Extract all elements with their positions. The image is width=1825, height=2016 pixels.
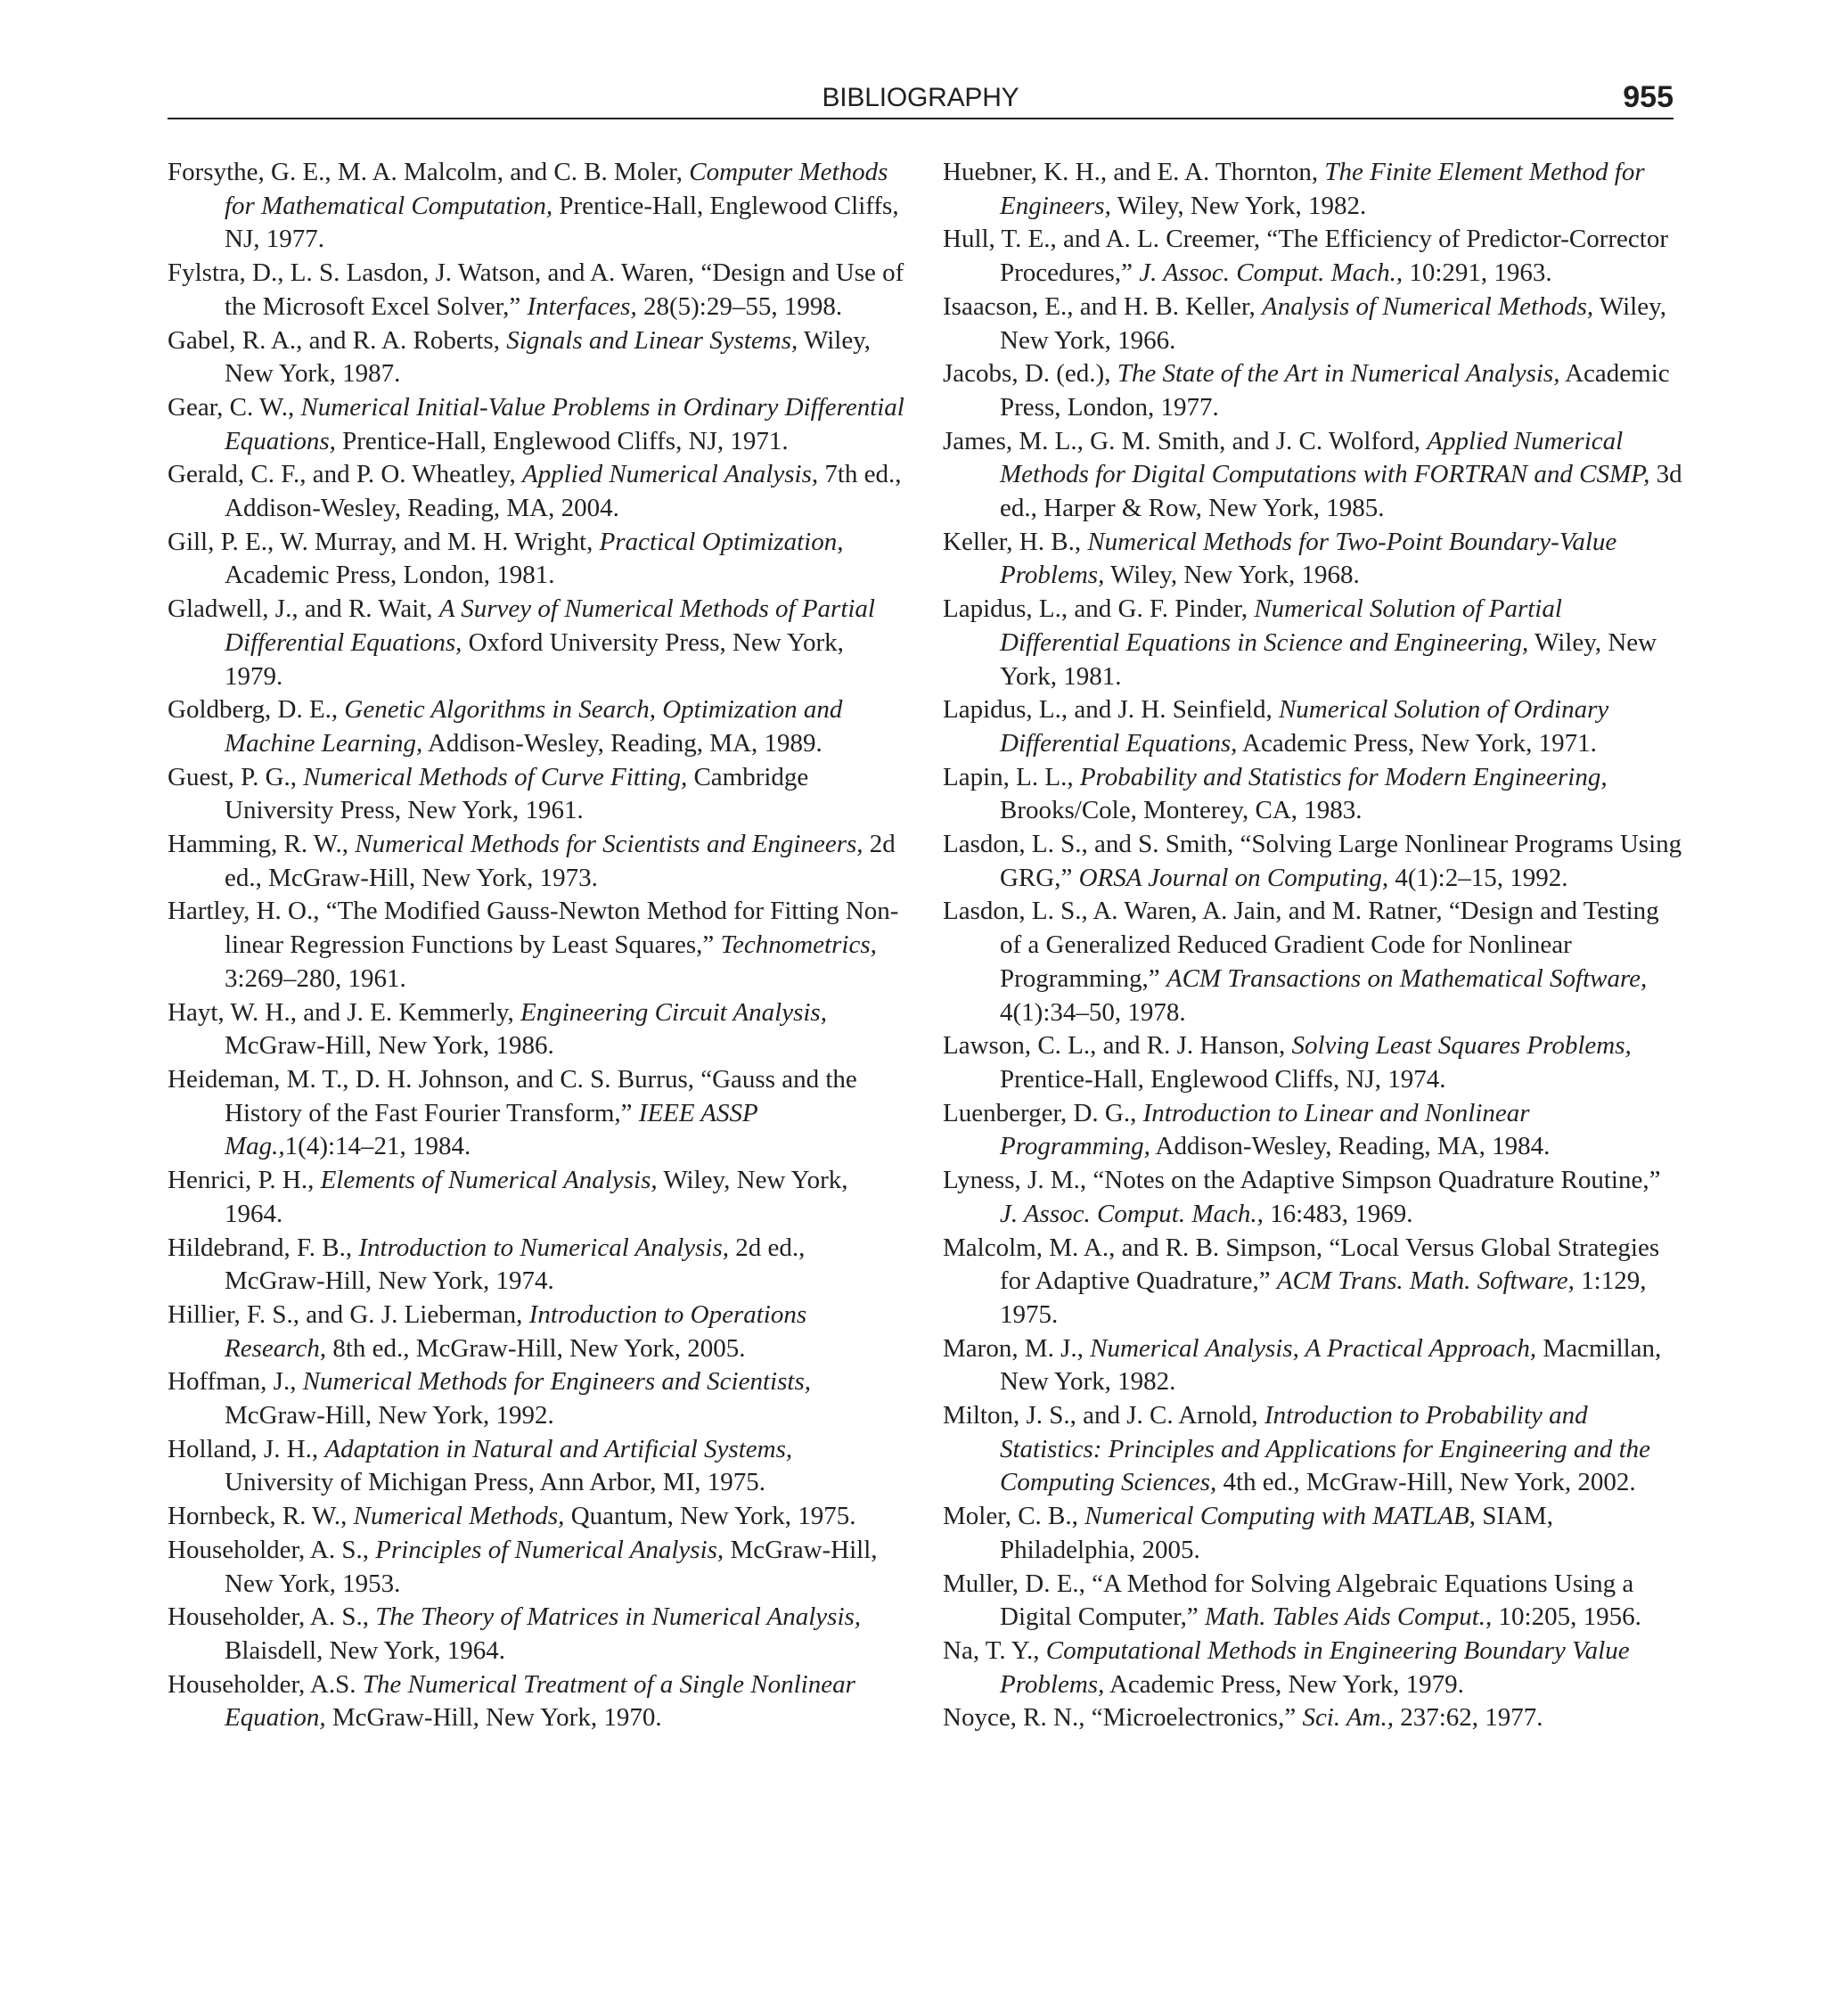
entry-publication: , 8th ed., McGraw-Hill, New York, 2005. bbox=[319, 1333, 746, 1363]
entry-authors: Gerald, C. F., and P. O. Wheatley, bbox=[168, 460, 522, 489]
entry-authors: Jacobs, D. (ed.), bbox=[943, 359, 1117, 389]
bibliography-entry bbox=[168, 1534, 907, 1601]
entry-publication: Cambridge University Press, New York, 1961. bbox=[225, 762, 809, 825]
bibliography-entry bbox=[943, 1701, 1682, 1735]
page-number: 955 bbox=[1623, 80, 1674, 114]
entry-title: Numerical Solution of Ordinary Differential Equations, bbox=[1000, 695, 1609, 758]
entry-title: Engineering Circuit Analysis, bbox=[520, 997, 827, 1027]
entry-authors: Malcolm, M. A., and R. B. Simpson, “Local Versus Global Strategies for Adaptive Quadrature,” bbox=[943, 1233, 1660, 1296]
entry-title: ACM Transactions on Mathematical Software, bbox=[1166, 963, 1648, 993]
entry-title: The Theory of Matrices in Numerical Analysis, bbox=[375, 1602, 862, 1632]
entry-authors: Gladwell, J., and R. Wait, bbox=[168, 594, 439, 624]
entry-publication: Academic Press, London, 1977. bbox=[1000, 359, 1670, 422]
entry-title: Applied Numerical Methods for Digital Computations with FORTRAN and CSMP, bbox=[1000, 426, 1650, 489]
entry-publication: Quantum, New York, 1975. bbox=[564, 1502, 856, 1531]
entry-title: Computational Methods in Engineering Boundary Value Problems, bbox=[1000, 1635, 1630, 1699]
entry-publication: Academic Press, New York, 1971. bbox=[1237, 728, 1597, 758]
bibliography-entry bbox=[168, 1164, 907, 1231]
bibliography-entry bbox=[943, 1164, 1682, 1231]
entry-publication: McGraw-Hill, New York, 1992. bbox=[225, 1401, 554, 1430]
entry-authors: Milton, J. S., and J. C. Arnold, bbox=[943, 1401, 1264, 1430]
entry-title: The State of the Art in Numerical Analysis, bbox=[1117, 359, 1560, 389]
entry-publication: 2d ed., McGraw-Hill, New York, 1973. bbox=[225, 830, 896, 892]
entry-authors: Luenberger, D. G., bbox=[943, 1098, 1143, 1127]
entry-title: Numerical Computing with MATLAB, bbox=[1084, 1502, 1476, 1531]
entry-authors: Gabel, R. A., and R. A. Roberts, bbox=[168, 325, 507, 355]
entry-title: Introduction to Numerical Analysis, bbox=[358, 1233, 730, 1262]
entry-authors: Householder, A. S., bbox=[168, 1602, 376, 1632]
entry-authors: Gear, C. W., bbox=[168, 392, 301, 422]
entry-authors: Householder, A. S., bbox=[168, 1535, 376, 1564]
bibliography-entry bbox=[943, 1568, 1682, 1635]
bibliography-entry bbox=[168, 996, 907, 1063]
bibliography-entry bbox=[943, 425, 1682, 526]
bibliography-entry bbox=[168, 324, 907, 391]
entry-title: J. Assoc. Comput. Mach., bbox=[1000, 1199, 1264, 1228]
bibliography-entry bbox=[943, 1500, 1682, 1567]
entry-authors: Householder, A.S. bbox=[168, 1669, 363, 1699]
bibliography-entry bbox=[943, 526, 1682, 593]
entry-title: ORSA Journal on Computing, bbox=[1078, 863, 1389, 892]
entry-authors: Hildebrand, F. B., bbox=[168, 1233, 359, 1262]
entry-title: Introduction to Probability and Statistics: Principles and Applications for Engineering and the Computing Sciences, bbox=[1000, 1401, 1651, 1497]
bibliography-entry bbox=[168, 156, 907, 257]
entry-title: Applied Numerical Analysis, bbox=[521, 460, 819, 489]
entry-publication: Prentice-Hall, Englewood Cliffs, NJ, 1971. bbox=[335, 426, 789, 455]
entry-publication: Blaisdell, New York, 1964. bbox=[225, 1635, 505, 1665]
entry-authors: Hoffman, J., bbox=[168, 1367, 303, 1397]
entry-publication: 10:291, 1963. bbox=[1403, 258, 1552, 288]
entry-title: Numerical Methods, bbox=[353, 1502, 565, 1531]
entry-title: Elements of Numerical Analysis, bbox=[320, 1166, 658, 1195]
entry-authors: Hamming, R. W., bbox=[168, 830, 356, 859]
bibliography-entry bbox=[943, 828, 1682, 895]
entry-publication: McGraw-Hill, New York, 1986. bbox=[225, 1031, 554, 1061]
entry-authors: Hillier, F. S., and G. J. Lieberman, bbox=[168, 1299, 529, 1329]
entry-title: Sci. Am., bbox=[1302, 1703, 1394, 1733]
entry-publication: Wiley, New York, 1966. bbox=[1000, 291, 1666, 355]
entry-authors: Muller, D. E., “A Method for Solving Algebraic Equations Using a Digital Computer,” bbox=[943, 1569, 1634, 1632]
entry-title: Genetic Algorithms in Search, Optimization and Machine Learning, bbox=[225, 695, 843, 758]
entry-title: Numerical Analysis, A Practical Approach, bbox=[1090, 1333, 1537, 1363]
entry-title: The Numerical Treatment of a Single Nonlinear Equation, bbox=[225, 1669, 855, 1733]
running-header-title: BIBLIOGRAPHY bbox=[822, 83, 1019, 112]
entry-title: Math. Tables Aids Comput., bbox=[1205, 1602, 1493, 1632]
entry-publication: 4(1):2–15, 1992. bbox=[1388, 863, 1568, 892]
bibliography-entry bbox=[168, 1063, 907, 1164]
bibliography-entry bbox=[943, 223, 1682, 290]
entry-title: A Survey of Numerical Methods of Partial Differential Equations, bbox=[225, 594, 875, 657]
entry-authors: Na, T. Y., bbox=[943, 1635, 1046, 1665]
bibliography-entry bbox=[168, 1232, 907, 1299]
page-header bbox=[168, 82, 1674, 119]
bibliography-right-column bbox=[943, 156, 1682, 1735]
entry-authors: Hayt, W. H., and J. E. Kemmerly, bbox=[168, 997, 521, 1027]
entry-authors: Isaacson, E., and H. B. Keller, bbox=[943, 291, 1263, 321]
entry-publication: Prentice-Hall, Englewood Cliffs, NJ, 1977. bbox=[225, 191, 899, 254]
entry-publication: Addison-Wesley, Reading, MA, 1989. bbox=[422, 728, 822, 758]
entry-title: Solving Least Squares Problems, bbox=[1291, 1031, 1632, 1061]
entry-authors: Lasdon, L. S., and S. Smith, “Solving Large Nonlinear Programs Using GRG,” bbox=[943, 830, 1682, 892]
entry-publication: Addison-Wesley, Reading, MA, 1984. bbox=[1150, 1132, 1551, 1161]
entry-title: Numerical Methods of Curve Fitting, bbox=[303, 762, 688, 791]
entry-title: Practical Optimization, bbox=[599, 527, 844, 556]
bibliography-entry bbox=[168, 1365, 907, 1432]
bibliography-entry bbox=[168, 1500, 907, 1534]
bibliography-entry bbox=[168, 1299, 907, 1365]
entry-authors: Holland, J. H., bbox=[168, 1434, 325, 1463]
bibliography-entry bbox=[943, 1029, 1682, 1096]
entry-publication: Wiley, New York, 1982. bbox=[1110, 191, 1367, 220]
bibliography-entry bbox=[943, 593, 1682, 693]
entry-authors: Lawson, C. L., and R. J. Hanson, bbox=[943, 1031, 1292, 1061]
entry-publication: Academic Press, London, 1981. bbox=[225, 561, 555, 590]
entry-authors: Huebner, K. H., and E. A. Thornton, bbox=[943, 158, 1325, 186]
entry-title: J. Assoc. Comput. Mach., bbox=[1139, 258, 1404, 288]
bibliography-entry bbox=[168, 458, 907, 525]
bibliography-entry bbox=[168, 895, 907, 996]
entry-title: Interfaces, bbox=[527, 291, 637, 321]
entry-publication: 2d ed., McGraw-Hill, New York, 1974. bbox=[225, 1233, 806, 1296]
entry-authors: Hartley, H. O., “The Modified Gauss-Newton Method for Fitting Non-linear Regression Functions by Least Squares,” bbox=[168, 897, 899, 960]
entry-publication: SIAM, Philadelphia, 2005. bbox=[1000, 1502, 1553, 1564]
entry-title: Computer Methods for Mathematical Computation, bbox=[225, 158, 888, 220]
entry-authors: James, M. L., G. M. Smith, and J. C. Wolford, bbox=[943, 426, 1428, 455]
entry-authors: Gill, P. E., W. Murray, and M. H. Wright, bbox=[168, 527, 600, 556]
entry-authors: Henrici, P. H., bbox=[168, 1166, 321, 1195]
entry-authors: Lyness, J. M., “Notes on the Adaptive Simpson Quadrature Routine,” bbox=[943, 1166, 1661, 1195]
bibliography-entry bbox=[943, 357, 1682, 424]
entry-title: Introduction to Operations Research bbox=[225, 1299, 807, 1363]
bibliography-entry bbox=[168, 1433, 907, 1500]
entry-publication: 10:205, 1956. bbox=[1492, 1602, 1641, 1632]
entry-publication: 3d ed., Harper & Row, New York, 1985. bbox=[1000, 460, 1682, 523]
entry-title: IEEE ASSP Mag., bbox=[225, 1098, 758, 1161]
entry-publication: 4(1):34–50, 1978. bbox=[1000, 997, 1186, 1027]
entry-publication: Oxford University Press, New York, 1979. bbox=[225, 627, 844, 691]
entry-authors: Lapidus, L., and G. F. Pinder, bbox=[943, 594, 1255, 624]
entry-title: The Finite Element Method for Engineers, bbox=[1000, 158, 1645, 220]
entry-authors: Guest, P. G., bbox=[168, 762, 304, 791]
bibliography-left-column bbox=[168, 156, 907, 1735]
entry-title: Principles of Numerical Analysis, bbox=[375, 1535, 724, 1564]
bibliography-entry bbox=[168, 828, 907, 895]
entry-publication: 28(5):29–55, 1998. bbox=[636, 291, 843, 321]
bibliography-entry bbox=[943, 291, 1682, 357]
entry-authors: Lapin, L. L., bbox=[943, 762, 1080, 791]
bibliography-entry bbox=[168, 526, 907, 593]
entry-title: Numerical Methods for Scientists and Engineers, bbox=[355, 830, 863, 859]
bibliography-entry bbox=[168, 1601, 907, 1668]
entry-authors: Hull, T. E., and A. L. Creemer, “The Efficiency of Predictor-Corrector Procedures,” bbox=[943, 225, 1668, 288]
entry-authors: Lapidus, L., and J. H. Seinfield, bbox=[943, 695, 1279, 725]
bibliography-entry bbox=[168, 593, 907, 693]
bibliography-entry bbox=[943, 1332, 1682, 1399]
entry-title: Technometrics, bbox=[720, 930, 877, 960]
bibliography-entry bbox=[943, 693, 1682, 760]
entry-title: Numerical Solution of Partial Differential Equations in Science and Engineering, bbox=[1000, 594, 1562, 657]
entry-publication: Wiley, New York, 1987. bbox=[225, 325, 872, 389]
entry-title: Probability and Statistics for Modern Engineering, bbox=[1079, 762, 1608, 791]
bibliography-entry bbox=[943, 1232, 1682, 1332]
entry-publication: Macmillan, New York, 1982. bbox=[1000, 1333, 1662, 1397]
entry-publication: Prentice-Hall, Englewood Cliffs, NJ, 1974. bbox=[1000, 1064, 1446, 1094]
entry-title: Numerical Methods for Two-Point Boundary-Value Problems, bbox=[1000, 527, 1617, 590]
entry-title: Numerical Initial-Value Problems in Ordinary Differential Equations, bbox=[225, 392, 904, 455]
bibliography-entry bbox=[168, 761, 907, 828]
entry-title: Signals and Linear Systems, bbox=[506, 325, 798, 355]
entry-authors: Keller, H. B., bbox=[943, 527, 1088, 556]
entry-publication: University of Michigan Press, Ann Arbor, MI, 1975. bbox=[225, 1468, 765, 1497]
bibliography-entry bbox=[943, 1635, 1682, 1701]
entry-publication: 237:62, 1977. bbox=[1394, 1703, 1543, 1733]
entry-authors: Forsythe, G. E., M. A. Malcolm, and C. B. Moler, bbox=[168, 158, 690, 186]
entry-title: ACM Trans. Math. Software, bbox=[1276, 1266, 1575, 1296]
bibliography-entry bbox=[168, 257, 907, 324]
entry-title: Adaptation in Natural and Artificial Systems, bbox=[324, 1434, 793, 1463]
bibliography-entry bbox=[943, 895, 1682, 1029]
entry-publication: Wiley, New York, 1981. bbox=[1000, 627, 1657, 691]
entry-publication: 3:269–280, 1961. bbox=[225, 963, 406, 993]
entry-title: Analysis of Numerical Methods, bbox=[1262, 291, 1594, 321]
entry-publication: 7th ed., Addison-Wesley, Reading, MA, 2004. bbox=[225, 460, 902, 523]
entry-publication: 1:129, 1975. bbox=[1000, 1266, 1647, 1329]
entry-title: Numerical Methods for Engineers and Scientists, bbox=[302, 1367, 811, 1397]
bibliography-entry bbox=[168, 693, 907, 760]
entry-title: Introduction to Linear and Nonlinear Programming, bbox=[1000, 1098, 1530, 1161]
entry-authors: Maron, M. J., bbox=[943, 1333, 1091, 1363]
entry-authors: Heideman, M. T., D. H. Johnson, and C. S. Burrus, “Gauss and the History of the Fast Fourier Transform,” bbox=[168, 1064, 857, 1127]
entry-authors: Noyce, R. N., “Microelectronics,” bbox=[943, 1703, 1303, 1733]
bibliography-entry bbox=[943, 1097, 1682, 1164]
bibliography-entry bbox=[943, 1399, 1682, 1500]
entry-authors: Hornbeck, R. W., bbox=[168, 1502, 354, 1531]
entry-publication: McGraw-Hill, New York, 1953. bbox=[225, 1535, 878, 1598]
entry-publication: 16:483, 1969. bbox=[1263, 1199, 1413, 1228]
entry-publication: 1(4):14–21, 1984. bbox=[284, 1132, 471, 1161]
bibliography-entry bbox=[943, 761, 1682, 828]
entry-authors: Lasdon, L. S., A. Waren, A. Jain, and M. Ratner, “Design and Testing of a Generalized Reduced Gradient Code for Nonlinear Programming,” bbox=[943, 897, 1659, 993]
entry-authors: Goldberg, D. E., bbox=[168, 695, 345, 725]
bibliography-entry bbox=[168, 1668, 907, 1735]
entry-publication: McGraw-Hill, New York, 1970. bbox=[325, 1703, 662, 1733]
bibliography-entry bbox=[943, 156, 1682, 223]
entry-publication: Wiley, New York, 1968. bbox=[1104, 561, 1360, 590]
entry-publication: 4th ed., McGraw-Hill, New York, 2002. bbox=[1216, 1468, 1636, 1497]
entry-publication: Academic Press, New York, 1979. bbox=[1104, 1669, 1464, 1699]
entry-authors: Fylstra, D., L. S. Lasdon, J. Watson, and A. Waren, “Design and Use of the Microsoft Excel Solver,” bbox=[168, 258, 904, 321]
entry-publication: Wiley, New York, 1964. bbox=[225, 1166, 848, 1228]
entry-authors: Moler, C. B., bbox=[943, 1502, 1085, 1531]
bibliography-entry bbox=[168, 391, 907, 458]
entry-publication: Brooks/Cole, Monterey, CA, 1983. bbox=[1000, 796, 1363, 825]
